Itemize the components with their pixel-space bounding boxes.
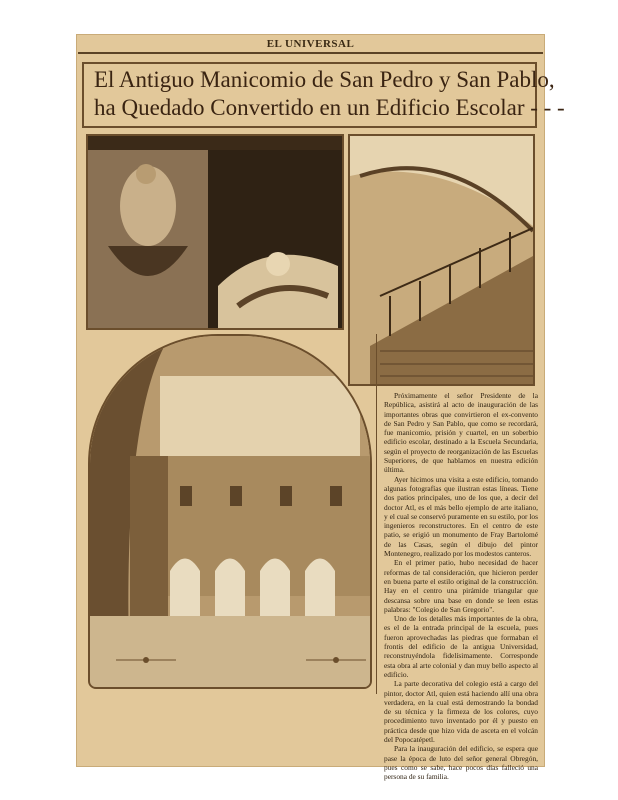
headline-line-1: El Antiguo Manicomio de San Pedro y San Pablo, bbox=[94, 67, 555, 92]
staircase-photo-image bbox=[350, 136, 533, 384]
courtyard-photo bbox=[88, 334, 372, 689]
newspaper-clipping bbox=[76, 34, 565, 782]
article-paragraph: En el primer patio, hubo necesidad de hacer reformas de tal consideración, que hicieron perder en buena parte el estilo original de la construcción. Hay en el centro una pirámide triangular que descansa sobre una base en donde se leen estas palabras: "Colegio de San Gregorio". bbox=[384, 558, 538, 614]
article-paragraph: Uno de los detalles más importantes de la obra, es el de la entrada principal de la escuela, pues fueron aprovechadas las piedras que formaban el frontis del edificio de la antigua Universidad, reconstruyéndola fidelísimamente. Corresponde esta obra al arte colonial y dan muy bello aspecto al edificio. bbox=[384, 614, 538, 679]
article-paragraph: Ayer hicimos una visita a este edificio, tomando algunas fotografías que ilustran estas líneas. Tiene dos patios principales, uno de los que, a decir del doctor Atl, es el más bello ejemplo de arte italiano, y el cual se conservó puramente en su estilo, por los ingenieros reconstructores. En el centro de este patio, se erigió un monumento de Fray Bartolomé de las Casas, según el dibujo del pintor Montenegro, realizado por los modestos canteros. bbox=[384, 474, 538, 559]
mural-photo bbox=[86, 134, 344, 330]
article-text bbox=[384, 391, 538, 781]
article-paragraph: La parte decorativa del colegio está a cargo del pintor, doctor Atl, quien está haciendo allí una obra verdadera, en la cual está demostrando la bondad de su técnica y la firmeza de los colores, cuyo procedimiento tuvo inventado por él y puesto en práctica desde que hizo vida de asceta en el volcán del Popocatépetl. bbox=[384, 679, 538, 744]
column-rule bbox=[376, 334, 377, 694]
mural-photo-image bbox=[88, 136, 342, 328]
article-paragraph: Para la inauguración del edificio, se espera que pase la época de luto del señor general Obregón, pues como se sabe, hace pocos días falleció una persona de su familia. bbox=[384, 744, 538, 782]
courtyard-photo-image bbox=[90, 336, 370, 687]
headline-box bbox=[82, 62, 565, 128]
headline-line-2: ha Quedado Convertido en un Edificio Escolar - - - bbox=[94, 95, 565, 120]
ornament-icon bbox=[116, 656, 176, 664]
masthead-rule bbox=[78, 52, 543, 54]
ornament-icon bbox=[306, 656, 366, 664]
article-paragraph: Próximamente el señor Presidente de la República, asistirá al acto de inauguración de las importantes obras que convirtieron el ex-convento de San Pedro y San Pablo, que como se recordará, fue manicomio, prisión y cuartel, en un soberbio edificio escolar, destinado a la Escuela Secundaria, según el proyecto de reorganización de las Escuelas Superiores, de que hablamos en nuestra edición última. bbox=[384, 391, 538, 475]
masthead: EL UNIVERSAL bbox=[266, 38, 355, 50]
